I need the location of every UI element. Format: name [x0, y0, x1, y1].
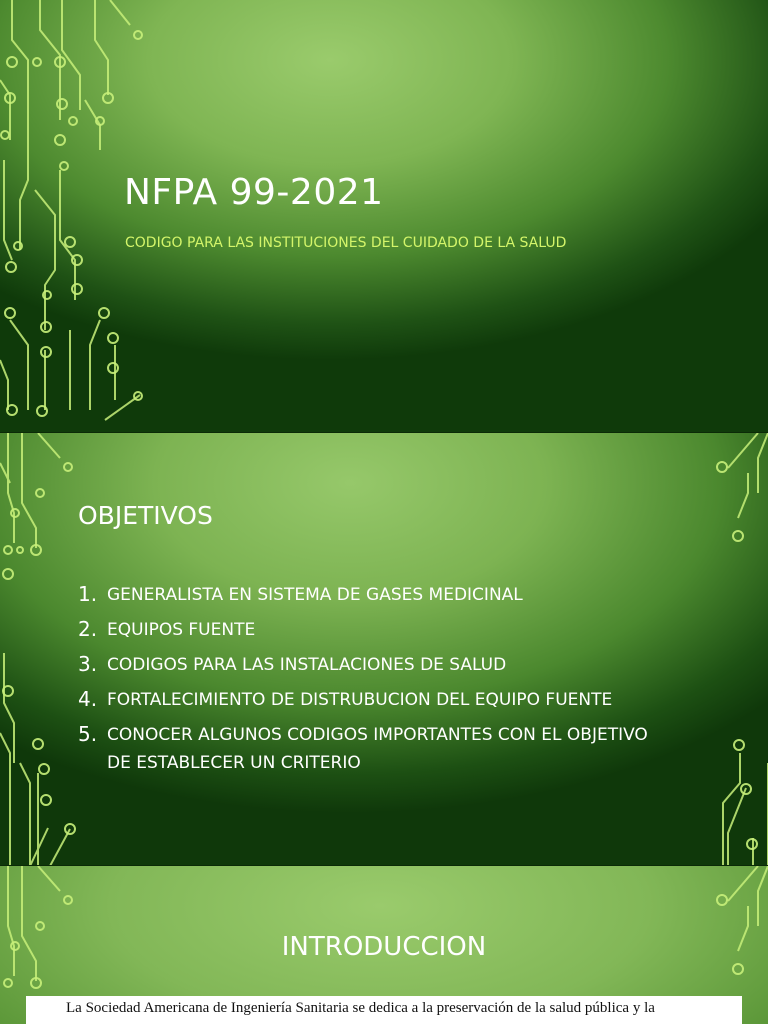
list-item-text: GENERALISTA EN SISTEMA DE GASES MEDICINAL	[107, 585, 523, 605]
introduction-slide[interactable]	[0, 866, 768, 1024]
slide-subtitle: CODIGO PARA LAS INSTITUCIONES DEL CUIDADO DE LA SALUD	[125, 235, 567, 251]
list-item	[78, 616, 678, 644]
list-number: 3.	[78, 652, 98, 676]
title-slide[interactable]	[0, 0, 768, 433]
list-item	[78, 581, 678, 609]
list-item	[78, 721, 667, 777]
list-item-text: FORTALECIMIENTO DE DISTRUBUCION DEL EQUIPO FUENTE	[107, 690, 613, 710]
slide-title: OBJETIVOS	[78, 501, 213, 530]
objectives-slide[interactable]	[0, 433, 768, 866]
list-item-text: EQUIPOS FUENTE	[107, 620, 256, 640]
slide-title: INTRODUCCION	[281, 932, 487, 962]
list-number: 5.	[78, 722, 98, 746]
list-item	[78, 651, 678, 679]
slide-title: NFPA 99-2021	[124, 172, 384, 213]
list-number: 1.	[78, 582, 98, 606]
document-excerpt	[26, 996, 742, 1024]
list-number: 2.	[78, 617, 98, 641]
circuit-board-decoration-left	[0, 433, 90, 866]
objectives-list	[78, 581, 678, 784]
document-text-line: La Sociedad Americana de Ingeniería Sanitaria se dedica a la preservación de la salud pública y la	[66, 1000, 655, 1016]
list-number: 4.	[78, 687, 98, 711]
list-item-text: CONOCER ALGUNOS CODIGOS IMPORTANTES CON EL OBJETIVO DE ESTABLECER UN CRITERIO	[107, 725, 648, 773]
list-item-text: CODIGOS PARA LAS INSTALACIONES DE SALUD	[107, 655, 507, 675]
circuit-board-decoration-right	[708, 433, 768, 866]
circuit-board-decoration-left	[0, 0, 160, 433]
list-item	[78, 686, 678, 714]
